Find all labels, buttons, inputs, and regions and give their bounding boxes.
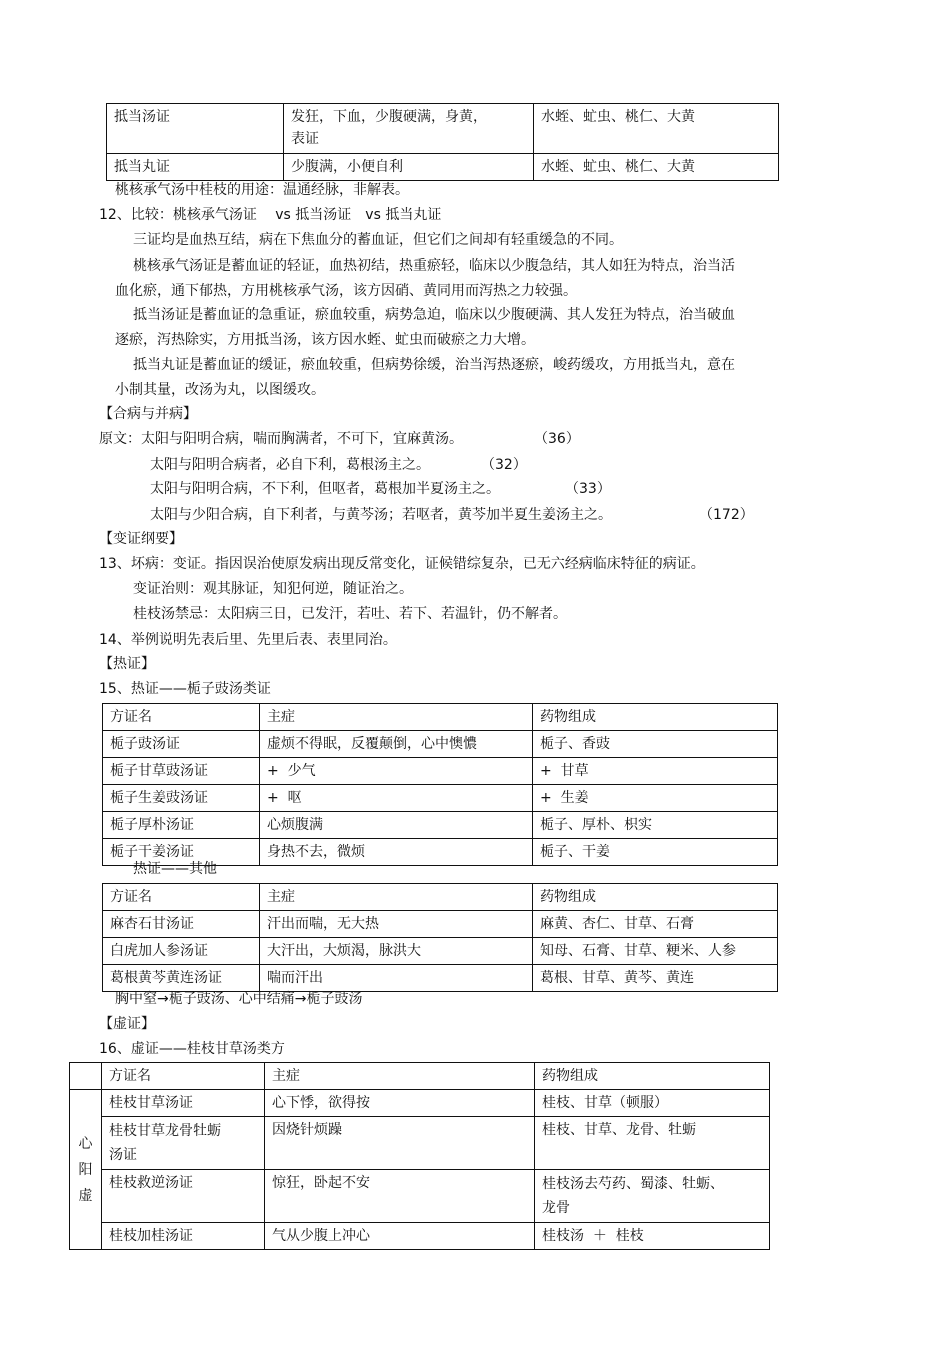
- table-cell: 栀子甘草豉汤证: [103, 758, 260, 785]
- text-line: 抵当汤证是蓄血证的急重证，瘀血较重，病势急迫，临床以少腹硬满、其人发狂为特点，治当破血: [133, 307, 735, 323]
- table-cell: 葛根黄芩黄连汤证: [103, 965, 260, 992]
- table-row: [70, 1090, 770, 1117]
- table-cell: 大汗出，大烦渴，脉洪大: [260, 938, 533, 965]
- table-header-cell: 药物组成: [533, 704, 778, 731]
- table-cell: 少腹满，小便自利: [284, 154, 534, 181]
- table-header-cell: 方证名: [103, 884, 260, 911]
- table-cell: 知母、石膏、甘草、粳米、人参: [533, 938, 778, 965]
- table-cell: 葛根、甘草、黄芩、黄连: [533, 965, 778, 992]
- guizhi-table: [69, 1062, 770, 1250]
- table-row: [107, 104, 779, 154]
- table-row: [103, 938, 778, 965]
- group-label: 心 阳 虚: [70, 1090, 102, 1250]
- table-header-row: [70, 1063, 770, 1090]
- section-heading: 【合病与并病】: [99, 406, 197, 422]
- text-line: 16、虚证——桂枝甘草汤类方: [99, 1041, 285, 1057]
- table-header-row: [103, 884, 778, 911]
- text-line: 原文：太阳与阳明合病，喘而胸满者，不可下，宜麻黄汤。: [99, 431, 463, 447]
- table-header-cell: 主症: [260, 704, 533, 731]
- text-line: 逐瘀，泻热除实，方用抵当汤，该方因水蛭、虻虫而破瘀之力大增。: [115, 332, 535, 348]
- table-row: [70, 1170, 770, 1223]
- table-cell: 栀子干姜汤证: [103, 839, 260, 866]
- other-heat-table: [102, 883, 778, 992]
- table-header-cell: 主症: [265, 1063, 535, 1090]
- zhizi-table: [102, 703, 778, 866]
- text-line: 变证治则：观其脉证，知犯何逆，随证治之。: [133, 581, 413, 597]
- table-header-cell: 主症: [260, 884, 533, 911]
- text-line: 胸中窒→栀子豉汤、心中结痛→栀子豉汤: [115, 991, 363, 1007]
- table-cell: 白虎加人参汤证: [103, 938, 260, 965]
- table-cell: + 少气: [260, 758, 533, 785]
- table-row: [107, 154, 779, 181]
- table-cell: + 甘草: [533, 758, 778, 785]
- table-cell: 水蛭、虻虫、桃仁、大黄: [534, 154, 779, 181]
- table-cell: 身热不去，微烦: [260, 839, 533, 866]
- table-cell: 栀子、香豉: [533, 731, 778, 758]
- table-row: [70, 1223, 770, 1250]
- table-cell: 桂枝甘草汤证: [102, 1090, 265, 1117]
- didang-table: [106, 103, 779, 181]
- clause-number: （172）: [699, 507, 754, 523]
- table-row: [103, 965, 778, 992]
- text-line: 15、热证——栀子豉汤类证: [99, 681, 271, 697]
- table-cell: 发狂，下血，少腹硬满，身黄， 表证: [284, 104, 534, 154]
- table-cell: 喘而汗出: [260, 965, 533, 992]
- table-cell: 桂枝甘草龙骨牡蛎 汤证: [102, 1117, 265, 1170]
- table-cell: 心下悸，欲得按: [265, 1090, 535, 1117]
- text-line: 太阳与少阳合病，自下利者，与黄芩汤；若呕者，黄芩加半夏生姜汤主之。: [150, 507, 612, 523]
- table-cell: 桂枝救逆汤证: [102, 1170, 265, 1223]
- section-heading: 【热证】: [99, 656, 155, 672]
- clause-number: （32）: [481, 457, 527, 473]
- table-cell: 栀子、厚朴、枳实: [533, 812, 778, 839]
- table-cell: 抵当丸证: [107, 154, 284, 181]
- text-line: 桂枝汤禁忌：太阳病三日，已发汗，若吐、若下、若温针，仍不解者。: [133, 606, 567, 622]
- text-line: 桃核承气汤证是蓄血证的轻证，血热初结，热重瘀轻，临床以少腹急结，其人如狂为特点，治当活: [133, 258, 735, 274]
- clause-number: （36）: [534, 431, 580, 447]
- table-cell: 水蛭、虻虫、桃仁、大黄: [534, 104, 779, 154]
- table-cell: 虚烦不得眠，反覆颠倒，心中懊憹: [260, 731, 533, 758]
- text-line: 桃核承气汤中桂枝的用途：温通经脉，非解表。: [115, 182, 409, 198]
- table-row: [103, 731, 778, 758]
- table-cell: 栀子厚朴汤证: [103, 812, 260, 839]
- clause-number: （33）: [565, 481, 611, 497]
- table-cell: 麻杏石甘汤证: [103, 911, 260, 938]
- table-row: [103, 785, 778, 812]
- table-cell: 抵当汤证: [107, 104, 284, 154]
- table-cell: 栀子豉汤证: [103, 731, 260, 758]
- table-cell: 栀子生姜豉汤证: [103, 785, 260, 812]
- table-row: [70, 1117, 770, 1170]
- text-line: 小制其量，改汤为丸，以图缓攻。: [115, 382, 325, 398]
- table-header-cell: 药物组成: [533, 884, 778, 911]
- table-cell: 心烦腹满: [260, 812, 533, 839]
- table-cell: 桂枝、甘草（顿服）: [535, 1090, 770, 1117]
- table-header-row: [103, 704, 778, 731]
- table-row: [103, 911, 778, 938]
- text-line: 抵当丸证是蓄血证的缓证，瘀血较重，但病势徐缓，治当泻热逐瘀，峻药缓攻，方用抵当丸，意在: [133, 357, 735, 373]
- table-cell: 麻黄、杏仁、甘草、石膏: [533, 911, 778, 938]
- text-line: 太阳与阳明合病，不下利，但呕者，葛根加半夏汤主之。: [150, 481, 500, 497]
- text-line: 14、举例说明先表后里、先里后表、表里同治。: [99, 632, 397, 648]
- text-line: 太阳与阳明合病者，必自下利，葛根汤主之。: [150, 457, 430, 473]
- table-header-cell: 方证名: [103, 704, 260, 731]
- text-line: 三证均是血热互结，病在下焦血分的蓄血证，但它们之间却有轻重缓急的不同。: [133, 232, 623, 248]
- table-cell: 汗出而喘，无大热: [260, 911, 533, 938]
- table-cell: 桂枝汤去芍药、蜀漆、牡蛎、 龙骨: [535, 1170, 770, 1223]
- table-row: [103, 758, 778, 785]
- table-header-cell: 药物组成: [535, 1063, 770, 1090]
- table-cell: 栀子、干姜: [533, 839, 778, 866]
- table-cell: 桂枝汤 ＋ 桂枝: [535, 1223, 770, 1250]
- text-line: 热证——其他: [133, 861, 217, 877]
- table-cell: 桂枝、甘草、龙骨、牡蛎: [535, 1117, 770, 1170]
- text-line: 13、坏病：变证。指因误治使原发病出现反常变化，证候错综复杂，已无六经病临床特征的病证。: [99, 556, 705, 572]
- table-cell: 惊狂，卧起不安: [265, 1170, 535, 1223]
- table-header-cell: 方证名: [102, 1063, 265, 1090]
- table-cell: 气从少腹上冲心: [265, 1223, 535, 1250]
- table-cell: + 呕: [260, 785, 533, 812]
- section-heading: 【虚证】: [99, 1016, 155, 1032]
- table-row: [103, 812, 778, 839]
- table-cell: 桂枝加桂汤证: [102, 1223, 265, 1250]
- text-line: 血化瘀，通下郁热，方用桃核承气汤，该方因硝、黄同用而泻热之力较强。: [115, 283, 577, 299]
- table-cell: 因烧针烦躁: [265, 1117, 535, 1170]
- section-heading: 【变证纲要】: [99, 531, 183, 547]
- section-heading: 12、比较：桃核承气汤证 vs 抵当汤证 vs 抵当丸证: [99, 207, 442, 223]
- table-header-cell: [70, 1063, 102, 1090]
- table-cell: + 生姜: [533, 785, 778, 812]
